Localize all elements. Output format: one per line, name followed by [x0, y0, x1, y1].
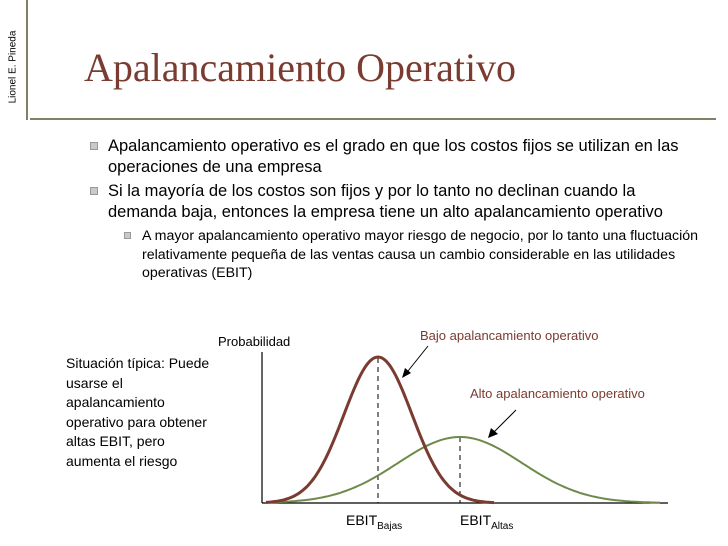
slide-title: Apalancamiento Operativo	[84, 45, 517, 90]
high-leverage-curve	[268, 437, 660, 503]
ebit-high-label	[460, 512, 513, 532]
ebit-text: EBIT	[460, 512, 492, 528]
bullet-text: Si la mayoría de los costos son fijos y por lo tanto no declinan cuando la demanda baja, entonces la empresa tiene un alto apalancamiento operativo	[108, 182, 663, 221]
high-leverage-label: Alto apalancamiento operativo	[470, 386, 645, 401]
y-axis-label: Probabilidad	[218, 334, 291, 349]
sub-bullet-text: A mayor apalancamiento operativo mayor riesgo de negocio, por lo tanto una fluctuación relativamente pequeña de las ventas causa un cambio considerable en las utilidades operativas (EBIT)	[142, 228, 699, 281]
ebit-high-subscript: Altas	[491, 520, 514, 532]
ebit-text: EBIT	[346, 512, 378, 528]
situation-note: Situación típica: Puede usarse el apalancamiento operativo para obtener altas EBIT, pero aumenta el riesgo	[66, 355, 210, 469]
ebit-low-label	[346, 512, 402, 532]
author-name: Lionel E. Pineda	[7, 30, 19, 104]
low-leverage-curve	[266, 357, 494, 503]
ebit-low-subscript: Bajas	[377, 520, 403, 532]
bullet-text: Apalancamiento operativo es el grado en que los costos fijos se utilizan en las operaciones de una empresa	[108, 137, 679, 176]
low-leverage-label: Bajo apalancamiento operativo	[420, 328, 599, 343]
